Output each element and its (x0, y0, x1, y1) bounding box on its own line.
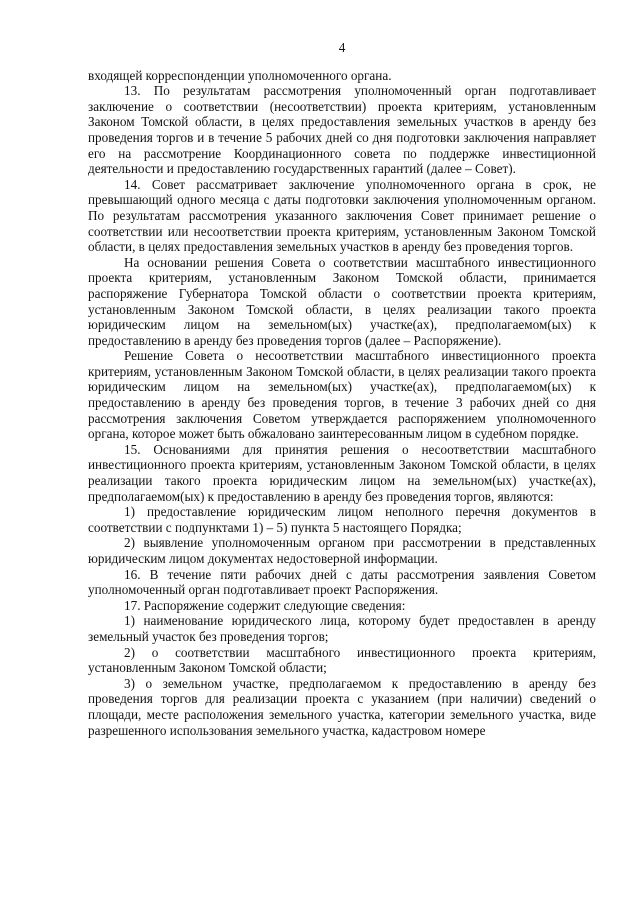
paragraph: 2) о соответствии масштабного инвестиционного проекта критериям, установленным Законом Томской области; (88, 644, 596, 676)
paragraph: 3) о земельном участке, предполагаемом к предоставлению в аренду без проведения торгов для реализации проекта с указанием (при наличии) сведений о площади, месте расположения земельного участка, категории земельного участка, виде разрешенного использования земельного участка, кадастровом номере (88, 675, 596, 738)
paragraph: 1) предоставление юридическим лицом неполного перечня документов в соответствии с подпунктами 1) – 5) пункта 5 настоящего Порядка; (88, 504, 596, 535)
paragraph: входящей корреспонденции уполномоченного органа. (88, 67, 392, 83)
paragraph: 2) выявление уполномоченным органом при рассмотрении в представленных юридическим лицом документах недостоверной информации. (88, 535, 596, 566)
paragraph: Решение Совета о несоответствии масштабного инвестиционного проекта критериям, установленным Законом Томской области, в целях реализации такого проекта юридическим лицом на земельном(ых) участке(ах), предполагаемом(ых) к предоставлению в аренду без проведения торгов, в течение 3 рабочих дней со дня рассмотрения заключения Советом утверждается распоряжением уполномоченного органа, которое может быть обжаловано заинтересованным лицом в судебном порядке. (88, 348, 596, 442)
paragraph: 17. Распоряжение содержит следующие сведения: (124, 597, 406, 613)
paragraph: 13. По результатам рассмотрения уполномоченный орган подготавливает заключение о соответствии (несоответствии) проекта критериям, установленным Законом Томской области, в целях предоставления земельных участков в аренду без проведения торгов и в течение 5 рабочих дней со дня подготовки заключения направляет его на рассмотрение Координационного совета по поддержке инвестиционной деятельности и предоставлению государственных гарантий (далее – Совет). (88, 83, 596, 177)
paragraph: 14. Совет рассматривает заключение уполномоченного органа в срок, не превышающий одного месяца с даты подготовки заключения уполномоченным органом. По результатам рассмотрения указанного заключения Совет принимает решение о соответствии или несоответствии проекта критериям, установленным Законом Томской области, в целях предоставления земельных участков в аренду без проведения торгов. (88, 176, 596, 255)
paragraph: 16. В течение пяти рабочих дней с даты рассмотрения заявления Советом уполномоченный орган подготавливает проект Распоряжения. (88, 566, 596, 598)
document-page (88, 40, 596, 738)
paragraph: На основании решения Совета о соответствии масштабного инвестиционного проекта критериям, установленным Законом Томской области, принимается распоряжение Губернатора Томской области о соответствии проекта критериям, установленным Законом Томской области, в целях реализации такого проекта юридическим лицом на земельном(ых) участке(ах), предполагаемом(ых) к предоставлению в аренду без проведения торгов (далее – Распоряжение). (88, 254, 596, 348)
page-number: 4 (338, 40, 346, 55)
paragraph: 1) наименование юридического лица, которому будет предоставлен в аренду земельный участок без проведения торгов; (88, 613, 596, 644)
paragraph: 15. Основаниями для принятия решения о несоответствии масштабного инвестиционного проекта критериям, установленным Законом Томской области, в целях реализации такого проекта юридическим лицом на земельном(ых) участке(ах), предполагаемом(ых) к предоставлению в аренду без проведения торгов, являются: (88, 441, 596, 504)
